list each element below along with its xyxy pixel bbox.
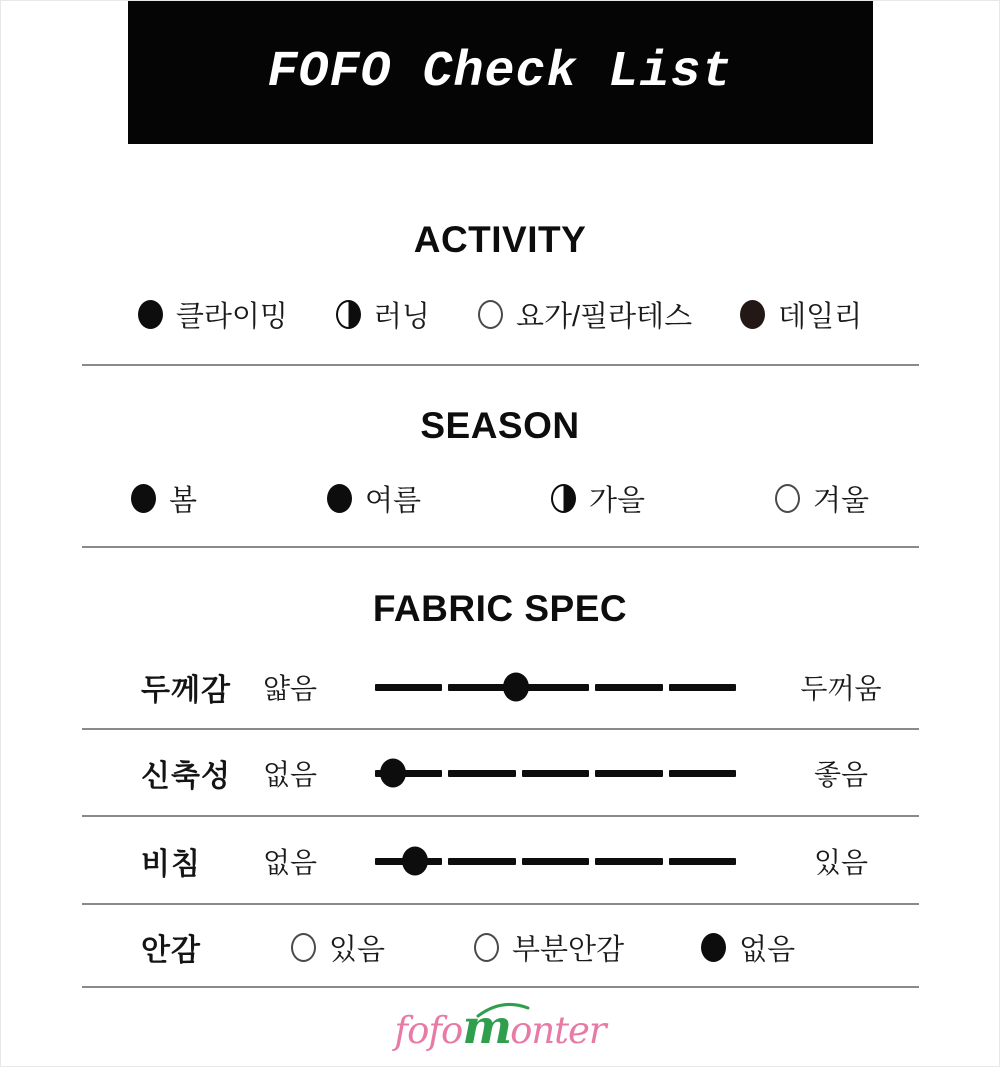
empty-circle-icon (474, 933, 499, 962)
row-divider (82, 728, 919, 730)
spec-row-label: 두께감 (141, 674, 231, 707)
track-segment (522, 684, 589, 691)
filled-circle-icon (138, 300, 163, 329)
spec-row-lining (141, 925, 909, 969)
track-segment (375, 684, 442, 691)
scale-min-label: 얇음 (263, 673, 318, 704)
section-divider (82, 546, 919, 548)
sheerness-slider (375, 847, 736, 876)
brand-logo (1, 1000, 999, 1060)
activity-option-label: 클라이밍 (175, 300, 288, 333)
filled-circle-icon (740, 300, 765, 329)
row-divider (82, 815, 919, 817)
scale-min-label: 없음 (263, 759, 318, 790)
logo-text-fofo: fofo (394, 1009, 463, 1052)
activity-option-running (336, 294, 430, 335)
season-option-label: 겨울 (813, 484, 870, 517)
lining-option-partial (474, 927, 624, 968)
logo-letter-m: m (462, 1004, 510, 1052)
season-option-winter (775, 478, 869, 519)
slider-dot-icon (503, 673, 529, 702)
season-option-label: 가을 (588, 484, 646, 517)
scale-min-label: 없음 (263, 847, 318, 878)
row-divider (82, 903, 919, 905)
activity-option-climbing (138, 294, 288, 335)
spec-row-label: 안감 (141, 934, 201, 967)
row-divider (82, 986, 919, 988)
spec-row-sheerness (141, 839, 909, 883)
page-title: FOFO Check List (267, 44, 733, 101)
season-option-spring (131, 478, 197, 519)
lining-option-none (701, 927, 795, 968)
lining-options-row (263, 927, 909, 968)
logo-text-onter: onter (510, 1009, 606, 1052)
activity-option-yoga-pilates (478, 294, 692, 335)
track-segment (669, 858, 736, 865)
filled-circle-icon (701, 933, 726, 962)
scale-max-label: 있음 (813, 847, 869, 878)
empty-circle-icon (478, 300, 503, 329)
slider-dot-icon (402, 847, 428, 876)
activity-option-label: 요가/필라테스 (515, 300, 693, 333)
fabric-spec-heading: FABRIC SPEC (372, 588, 628, 629)
lining-option-yes (291, 927, 385, 968)
spec-row-label: 신축성 (141, 760, 231, 793)
season-option-summer (327, 478, 421, 519)
spec-row-label: 비침 (141, 848, 201, 881)
header-banner (128, 1, 873, 144)
track-segment (522, 770, 589, 777)
activity-heading: ACTIVITY (413, 219, 587, 260)
track-segment (669, 684, 736, 691)
track-segment (595, 858, 662, 865)
half-filled-circle-icon (551, 484, 576, 513)
empty-circle-icon (775, 484, 800, 513)
lining-option-label: 부분안감 (512, 933, 625, 966)
activity-option-label: 데일리 (778, 300, 863, 333)
track-segment (448, 858, 515, 865)
season-heading: SEASON (420, 405, 580, 446)
section-divider (82, 364, 919, 366)
spec-row-thickness (141, 665, 909, 709)
season-option-label: 여름 (364, 484, 421, 517)
thickness-slider (375, 673, 736, 702)
filled-circle-icon (327, 484, 352, 513)
track-segment (595, 770, 662, 777)
slider-dot-icon (380, 759, 406, 788)
track-segment (522, 858, 589, 865)
empty-circle-icon (291, 933, 316, 962)
filled-circle-icon (131, 484, 156, 513)
track-segment (669, 770, 736, 777)
track-segment (595, 684, 662, 691)
activity-options-row (1, 294, 999, 334)
half-filled-circle-icon (336, 300, 361, 329)
scale-max-label: 두꺼움 (800, 673, 882, 704)
season-options-row (1, 478, 999, 518)
season-option-label: 봄 (168, 484, 197, 517)
activity-option-daily (740, 294, 862, 335)
lining-option-label: 없음 (739, 933, 796, 966)
track-segment (448, 770, 515, 777)
spec-row-elasticity (141, 751, 909, 795)
lining-option-label: 있음 (329, 933, 386, 966)
scale-max-label: 좋음 (813, 759, 869, 790)
activity-option-label: 러닝 (373, 300, 430, 333)
season-option-fall (551, 478, 645, 519)
elasticity-slider (375, 759, 736, 788)
